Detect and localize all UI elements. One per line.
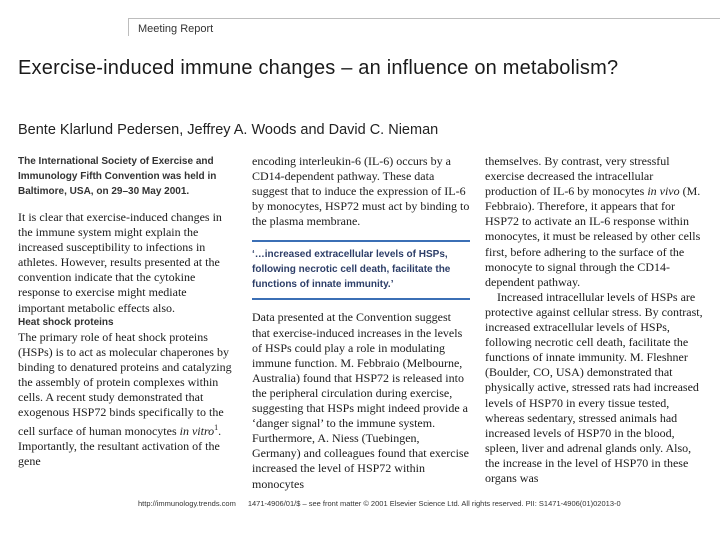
paragraph-italic: in vivo	[647, 184, 680, 199]
pull-quote-text: ‘…increased extracellular levels of HSPs, following necrotic cell death, facilitate the functions of innate immunity.’	[252, 249, 451, 291]
article-title: Exercise-induced immune changes – an influence on metabolism?	[18, 57, 619, 79]
paragraph: Data presented at the Convention suggest that exercise-induced increases in the levels of HSPs could play a role in modulating immune function. M. Febbraio (Melbourne, Australia) found that HSP72 is released into the peripheral circulation during exercise, suggesting that HSPs might indeed provide a ‘danger signal’ to the immune system. Furthermore, A. Niess (Tuebingen, Germany) and colleagues found that exercise increased the level of HSP72 within monocytes	[252, 310, 469, 491]
body-paragraph	[18, 330, 236, 470]
text-column-3	[485, 154, 705, 486]
paragraph-text: themselves. By contrast, very stressful exercise decreased the intracellular production of IL-6 by monocytes	[485, 154, 670, 199]
issn-copyright: 1471-4906/01/$ – see front matter © 2001 Elsevier Science Ltd. All rights reserved. PII: S1471-4906(01)02013-0	[247, 499, 621, 508]
header-rule	[128, 18, 720, 19]
header-rule-tick	[128, 18, 129, 36]
paragraph: Increased intracellular levels of HSPs are protective against cellular stress. By contrast, increased extracellular levels of HSPs, following necrotic cell death, facilitate the functions of innate immunity. M. Fleshner (Boulder, CO, USA) demonstrated that physically active, stressed rats had increased levels of HSP70 in every tissue tested, whereas sedentary, stressed animals had increased levels of HSP70 in the blood, spleen, liver and adrenal glands only. Also, the increase in the level of HSP70 in these organs was	[485, 289, 703, 485]
journal-url[interactable]: http://immunology.trends.com	[138, 499, 236, 508]
body-text-end: . Importantly, the resultant activation of the gene	[18, 424, 222, 469]
page-footer	[138, 499, 718, 508]
body-text: The primary role of heat shock proteins (HSPs) is to act as molecular chaperones by binding to denatured proteins and catalyzing the assembly of protein complexes within cells. A recent study demonstrated that exogenous HSP72 binds specifically to the cell surface of human monocytes	[18, 329, 232, 439]
article-authors: Bente Klarlund Pedersen, Jeffrey A. Woods and David C. Nieman	[18, 122, 439, 138]
text-column-1	[18, 154, 236, 470]
body-italic: in vitro	[179, 424, 215, 439]
meeting-blurb: The International Society of Exercise and Immunology Fifth Convention was held in Baltimore, USA, on 29–30 May 2001.	[18, 156, 217, 197]
pull-quote	[252, 240, 470, 300]
paragraph	[485, 154, 705, 290]
reference-marker[interactable]: 1	[214, 423, 219, 433]
section-heading: Heat shock proteins	[18, 316, 114, 328]
intro-paragraph: It is clear that exercise-induced changes in the immune system might explain the increased susceptibility to infections in athletes. However, results presented at the convention indicate that the cytokine response to exercise might mediate important metabolic effects also.	[18, 210, 222, 315]
section-label: Meeting Report	[138, 23, 214, 35]
text-column-2	[252, 154, 470, 492]
paragraph-text-end: (M. Febbraio). Therefore, it appears that for HSP72 to activate an IL-6 response within monocytes, it must be released by other cells first, before adhering to the surface of the monocyte to signal through the CD14-dependent pathway.	[485, 184, 701, 289]
paragraph: encoding interleukin-6 (IL-6) occurs by a CD14-dependent pathway. These data suggest that to induce the expression of IL-6 by monocytes, HSP72 must act by binding to the plasma membrane.	[252, 154, 470, 229]
